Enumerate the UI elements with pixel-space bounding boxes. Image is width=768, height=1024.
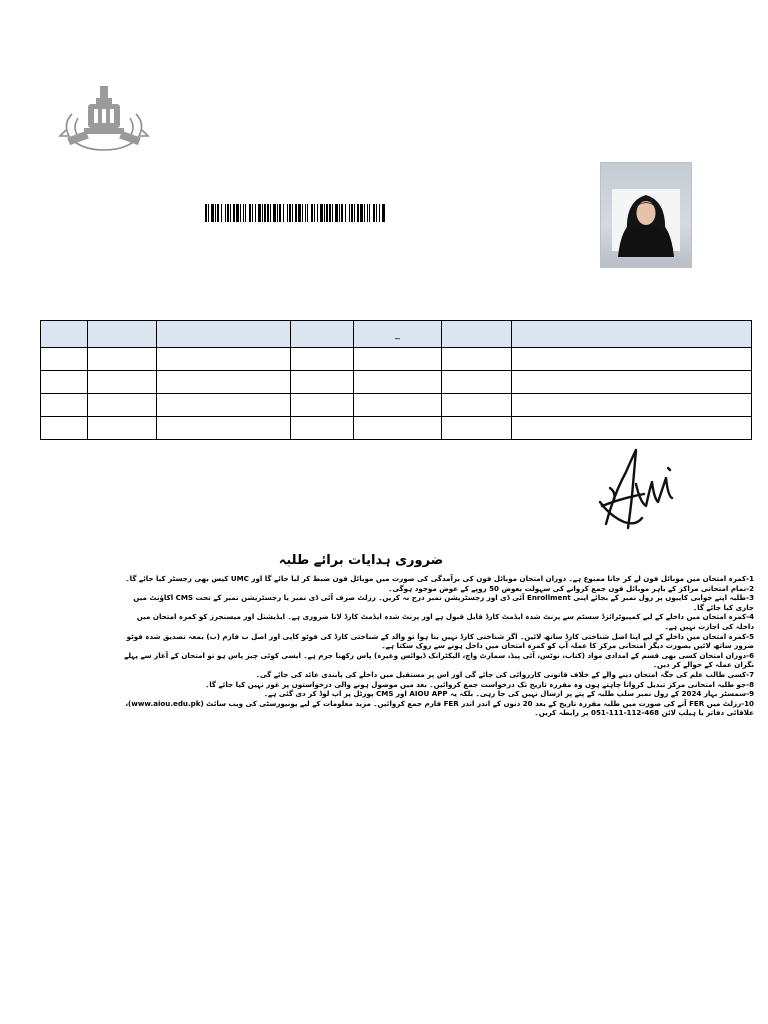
table-cell	[442, 371, 512, 394]
barcode-bar	[367, 204, 368, 222]
instruction-item: 2-تمام امتحانی مراکز کے باہر موبائل فون جمع کروانے کی سہولت بعوض 50 روپے کے عوض موجود ہوگی۔	[388, 583, 754, 593]
barcode-bar	[326, 204, 328, 222]
barcode-bar	[236, 204, 239, 222]
university-crest-icon	[58, 84, 150, 154]
barcode-bar	[302, 204, 303, 222]
student-photo	[600, 162, 692, 268]
table-cell	[157, 417, 291, 440]
barcode-bar	[227, 204, 229, 222]
instruction-item: 8-جو طلبہ امتحانی مرکز تبدیل کروانا چاہتے ہوں وہ مقررہ تاریخ تک درخواست جمع کروائیں۔ بعد میں موصول ہونے والی درخواستوں پر غور نہیں کیا جائے گا۔	[205, 679, 754, 689]
barcode-bar	[262, 204, 263, 222]
instruction-item: 1-کمرہ امتحان میں موبائل فون لے کر جانا ممنوع ہے۔ دوران امتحان موبائل فون کی برآمدگی کی صورت میں موبائل فون ضبط کر لیا جائے گا اور UMC کیس بھی رجسٹر کیا جائے گا۔	[125, 574, 754, 583]
barcode-bar	[373, 204, 375, 222]
barcode-bar	[351, 204, 353, 222]
barcode-bar	[364, 204, 365, 222]
results-table	[40, 320, 752, 440]
table-cell	[354, 417, 442, 440]
table-cell	[41, 394, 88, 417]
barcode-bar	[255, 204, 256, 222]
barcode-bar	[287, 204, 288, 222]
barcode-bar	[277, 204, 278, 222]
table-header-cell	[291, 321, 354, 348]
barcode-bar	[379, 204, 380, 222]
barcode-bar	[240, 204, 241, 222]
table-row	[41, 394, 752, 417]
instructions-title: ضروری ہدایات برائے طلبہ	[278, 553, 444, 568]
barcode-bar	[211, 204, 214, 222]
table-cell	[512, 417, 752, 440]
table-cell	[442, 417, 512, 440]
barcode-bar	[314, 204, 315, 222]
table-cell	[291, 394, 354, 417]
barcode-bar	[205, 204, 207, 222]
barcode-bar	[317, 204, 318, 222]
barcode-bar	[357, 204, 359, 222]
barcode-bar	[264, 204, 266, 222]
barcode-bar	[298, 204, 301, 222]
table-cell	[41, 348, 88, 371]
barcode-bar	[329, 204, 331, 222]
table-cell	[88, 417, 157, 440]
barcode-bar	[360, 204, 363, 222]
instruction-item: 5-کمرہ امتحان میں داخلے کے لیے اپنا اصل شناختی کارڈ ساتھ لائیں۔ اگر شناختی کارڈ نہیں بنا ہوا تو والد کے شناختی کارڈ کی فوٹو کاپی اور اصل ب فارم (ب) بمعہ تصدیق شدہ فوٹو ضرور ساتھ لائیں بصورت دیگر امتحانی مرکز کا عملہ آپ کو کمرہ امتحان میں داخل ہونے سے روک سکتا ہے۔	[126, 631, 754, 651]
barcode-bar	[267, 204, 269, 222]
barcode-bar	[258, 204, 261, 222]
table-cell	[354, 371, 442, 394]
table-cell	[88, 371, 157, 394]
table-cell	[442, 394, 512, 417]
barcode-bar	[305, 204, 306, 222]
table-header-cell	[157, 321, 291, 348]
barcode-bar	[295, 204, 297, 222]
barcode-bar	[376, 204, 377, 222]
barcode-bar	[332, 204, 333, 222]
barcode-bar	[230, 204, 231, 222]
table-cell	[442, 348, 512, 371]
table-cell	[157, 348, 291, 371]
barcode-bar	[349, 204, 350, 222]
instruction-item: 4-کمرہ امتحان میں داخلے کے لیے کمپیوٹرائزڈ سسٹم سے پرنٹ شدہ ایڈمٹ کارڈ قابل قبول ہے اور پرنٹ شدہ ایڈمٹ کارڈ لانا ضروری ہے۔ ایڈیشنل اور میسنجرز کو کمرہ امتحان میں داخلہ کی اجازت نہیں ہے۔	[136, 612, 754, 631]
barcode-bar	[243, 204, 244, 222]
table-cell	[512, 394, 752, 417]
barcode-bar	[292, 204, 293, 222]
barcode-bar	[217, 204, 219, 222]
barcode-bar	[307, 204, 308, 222]
barcode-bar	[289, 204, 291, 222]
barcode-bar	[311, 204, 313, 222]
barcode-bar	[369, 204, 370, 222]
table-cell	[157, 371, 291, 394]
table-cell	[291, 348, 354, 371]
barcode-bar	[270, 204, 271, 222]
table-header-cell	[442, 321, 512, 348]
barcode-icon	[205, 204, 385, 222]
barcode-bar	[339, 204, 340, 222]
barcode-bar	[382, 204, 385, 222]
table-cell	[157, 394, 291, 417]
barcode-bar	[249, 204, 251, 222]
table-cell	[512, 371, 752, 394]
instruction-item: 6-دوران امتحان کسی بھی قسم کے امدادی مواد (کتاب، نوٹس، آئی پیڈ، سمارٹ واچ، الیکٹرانک ڈیوائس وغیرہ) پاس رکھنا جرم ہے۔ ایسی کوئی چیز پاس ہو تو امتحان کے آغاز سے پہلے نگران عملہ کے حوالے کر دیں۔	[124, 650, 754, 670]
barcode-bar	[245, 204, 246, 222]
barcode-bar	[324, 204, 325, 222]
table-row	[41, 371, 752, 394]
table-header-cell	[88, 321, 157, 348]
table-cell	[88, 394, 157, 417]
barcode-bar	[252, 204, 253, 222]
table-header-cell	[512, 321, 752, 348]
table-cell	[291, 371, 354, 394]
table-cell	[41, 417, 88, 440]
table-header-cell	[41, 321, 88, 348]
instruction-item: 9-سمسٹر بہار 2024 کے رول نمبر سلپ طلبہ کے پتے پر ارسال نہیں کی جا رہی۔ بلکہ یہ AIOU APP اور CMS پورٹل پر اپ لوڈ کر دی گئی ہے۔	[263, 689, 754, 699]
barcode-bar	[335, 204, 338, 222]
instruction-item: 3-طلبہ اپنے جوابی کاپیوں پر رول نمبر کے بجائے اپنی Enrollment آئی ڈی اور رجسٹریشن نمبر درج نہ کریں۔ رزلٹ صرف آئی ڈی نمبر یا رجسٹریشن نمبر کے تحت CMS اکاؤنٹ میں جاری کیا جائے گا۔	[133, 593, 754, 612]
instructions-section	[118, 553, 754, 718]
table-row	[41, 348, 752, 371]
barcode-bar	[225, 204, 226, 222]
barcode-bar	[341, 204, 343, 222]
barcode-bar	[233, 204, 235, 222]
table-cell	[291, 417, 354, 440]
table-cell	[88, 348, 157, 371]
barcode-bar	[283, 204, 284, 222]
instruction-item: 10-رزلٹ میں FER آنے کی صورت میں طلبہ مقررہ تاریخ کے بعد 20 دنوں کے اندر اندر FER فارم جمع کروائیں۔ مزید معلومات کے لیے یونیورسٹی کی ویب سائٹ (www.aiou.edu.pk)، علاقائی دفاتر یا ہیلپ لائن 468-112-111-051 پر رابطہ کریں۔	[125, 698, 754, 718]
table-cell	[512, 348, 752, 371]
table-header-cell: _	[354, 321, 442, 348]
table-header-row	[41, 321, 752, 348]
barcode-bar	[345, 204, 346, 222]
table-cell	[354, 394, 442, 417]
barcode-bar	[273, 204, 276, 222]
table-row	[41, 417, 752, 440]
barcode-bar	[215, 204, 216, 222]
instruction-item: 7-کسی طالب علم کی جگہ امتحان دینے والے کے خلاف قانونی کارروائی کی جائے گی اور اس پر مستقبل میں داخلے کی پابندی عائد کی جائے گی۔	[255, 669, 754, 679]
barcode-bar	[279, 204, 281, 222]
signature-icon	[596, 444, 680, 534]
barcode-bar	[354, 204, 355, 222]
barcode-bar	[320, 204, 323, 222]
table-cell	[41, 371, 88, 394]
barcode-bar	[221, 204, 222, 222]
barcode-bar	[208, 204, 209, 222]
table-cell	[354, 348, 442, 371]
